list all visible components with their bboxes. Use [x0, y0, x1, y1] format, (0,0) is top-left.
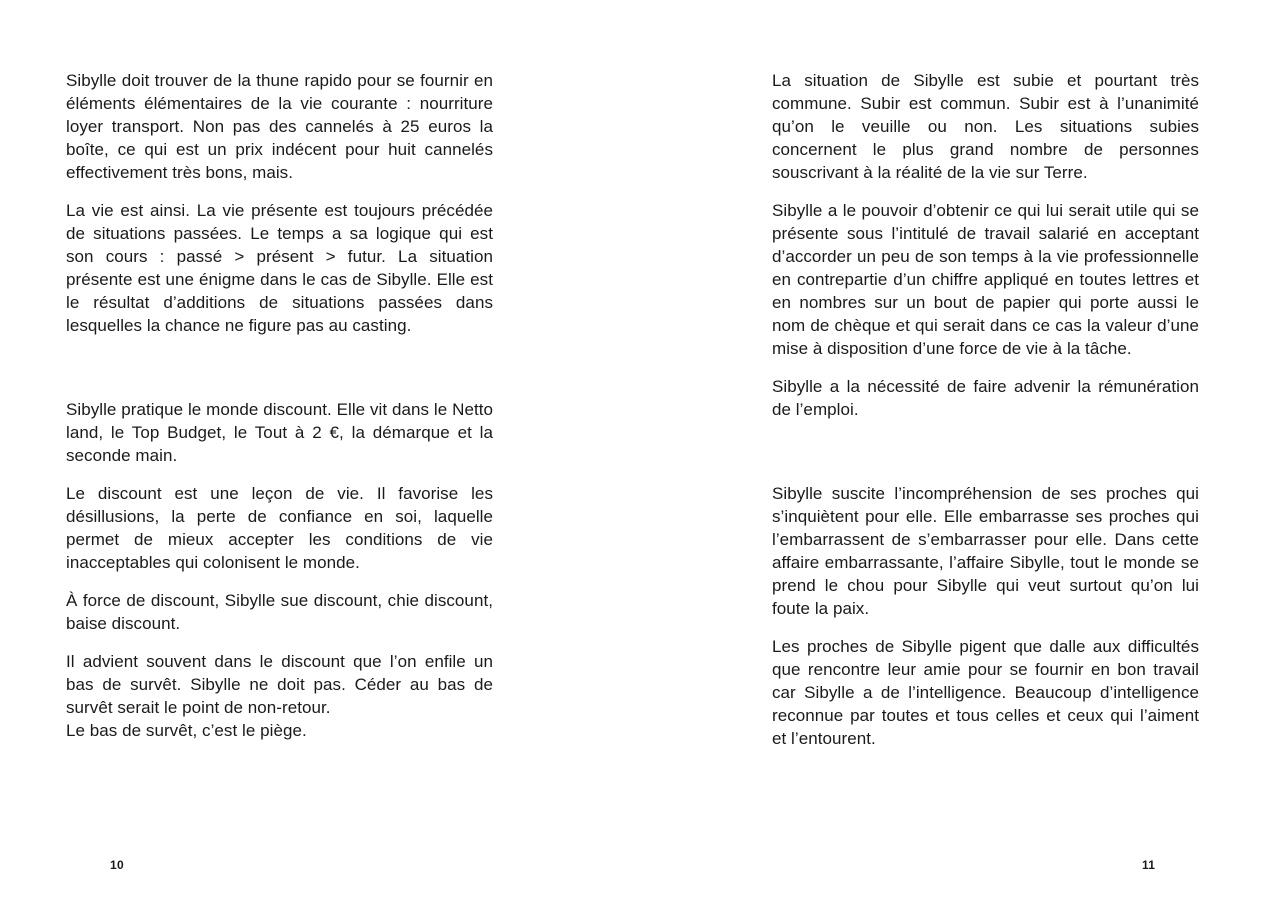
paragraph: Le discount est une leçon de vie. Il favorise les désillusions, la perte de confiance en soi, laquelle permet de mieux accepter les conditions de vie inacceptables qui colonisent le monde.: [66, 484, 493, 572]
paragraph: Sibylle doit trouver de la thune rapido pour se fournir en éléments élémentaires de la vie courante : nourriture loyer transport. Non pas des cannelés à 25 euros la boîte, ce qui est un prix indécent pour huit cannelés effectivement très bons, mais.: [66, 71, 493, 182]
left-text-column: [66, 69, 493, 757]
paragraph: À force de discount, Sibylle sue discount, chie discount, baise discount.: [66, 591, 493, 633]
page-number: 11: [1142, 858, 1156, 872]
section-break: [66, 352, 493, 398]
paragraph: La vie est ainsi. La vie présente est toujours précédée de situations passées. Le temps a sa logique qui est son cours : passé > présent > futur. La situation présente est une énigme dans le cas de Sibylle. Elle est le résultat d’additions de situations passées dans lesquelles la chance ne figure pas au casting.: [66, 201, 493, 335]
paragraph: [66, 650, 493, 742]
paragraph: Sibylle a le pouvoir d’obtenir ce qui lui serait utile qui se présente sous l’intitulé de travail salarié en acceptant d’accorder un peu de son temps à la vie professionnelle en contrepartie d’un chiffre appliqué en toutes lettres et en nombres sur un bout de papier qui porte aussi le nom de chèque et qui serait dans ce cas la valeur d’une mise à disposition d’une force de vie à la tâche.: [772, 201, 1199, 358]
paragraph-line: Il advient souvent dans le discount que l’on enfile un bas de survêt. Sibylle ne doit pas. Céder au bas de survêt serait le point de non-retour.: [66, 652, 493, 717]
right-text-column: [772, 69, 1199, 765]
paragraph: La situation de Sibylle est subie et pourtant très commune. Subir est commun. Subir est à l’unanimité qu’on le veuille ou non. Les situations subies concernent le plus grand nombre de personnes souscrivant à la réalité de la vie sur Terre.: [772, 71, 1199, 182]
paragraph: Les proches de Sibylle pigent que dalle aux difficultés que rencontre leur amie pour se fournir en bon travail car Sibylle a de l’intelligence. Beaucoup d’intelligence reconnue par toutes et tous celles et ceux qui l’aiment et l’entourent.: [772, 637, 1199, 748]
paragraph: Sibylle pratique le monde discount. Elle vit dans le Netto land, le Top Budget, le Tout à 2 €, la démarque et la seconde main.: [66, 400, 493, 465]
page-number: 10: [110, 858, 124, 872]
right-page: [632, 0, 1264, 903]
paragraph: Sibylle a la nécessité de faire advenir la rémunération de l’emploi.: [772, 377, 1199, 419]
section-break: [772, 436, 1199, 482]
paragraph-line: Le bas de survêt, c’est le piège.: [66, 721, 307, 740]
paragraph: Sibylle suscite l’incompréhension de ses proches qui s’inquiètent pour elle. Elle embarrasse ses proches qui l’embarrassent de s’embarrasser pour elle. Dans cette affaire embarrassante, l’affaire Sibylle, tout le monde se prend le chou pour Sibylle qui veut surtout qu’on lui foute la paix.: [772, 484, 1199, 618]
